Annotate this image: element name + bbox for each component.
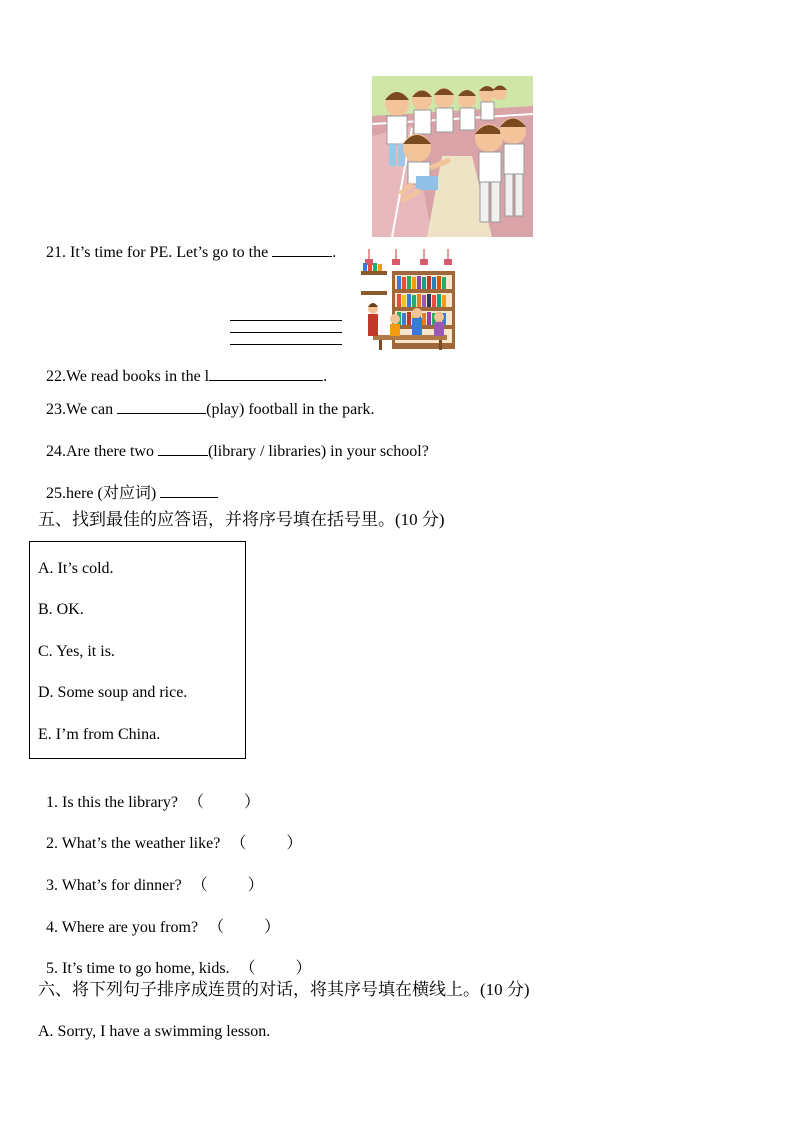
q22-writing-line-2[interactable] xyxy=(230,332,342,333)
match-question-text: 5. It’s time to go home, kids. xyxy=(46,960,230,977)
question-22-text: 22.We read books in the l xyxy=(46,368,210,385)
question-25-text: 25.here (对应词) xyxy=(46,485,161,502)
match-question-text: 1. Is this the library? xyxy=(46,794,178,811)
answer-paren[interactable]: （ ） xyxy=(191,877,264,894)
question-23-text: 23.We can xyxy=(46,401,118,418)
q22-writing-line-1[interactable] xyxy=(230,320,342,321)
question-23-rest: (play) football in the park. xyxy=(206,401,375,418)
library-illustration xyxy=(359,249,457,352)
question-24-rest: (library / libraries) in your school? xyxy=(207,443,429,460)
question-25-blank[interactable] xyxy=(160,482,218,498)
question-21-blank[interactable] xyxy=(272,241,332,257)
match-question-2 xyxy=(38,814,302,854)
answer-paren[interactable]: （ ） xyxy=(239,960,312,977)
answer-paren[interactable]: （ ） xyxy=(208,919,281,936)
dialogue-sentence-a: A. Sorry, I have a swimming lesson. xyxy=(38,1023,271,1040)
question-23-blank[interactable] xyxy=(117,398,206,414)
question-24-blank[interactable] xyxy=(158,440,208,456)
question-21-text: . It’s time for PE. Let’s go to the xyxy=(62,244,273,261)
question-21-number: 21 xyxy=(46,244,62,261)
match-question-text: 4. Where are you from? xyxy=(46,919,199,936)
playground-illustration xyxy=(372,76,533,237)
match-question-text: 2. What’s the weather like? xyxy=(46,835,221,852)
option-d: D. Some soup and rice. xyxy=(38,684,188,701)
question-21 xyxy=(38,221,336,263)
question-24-text: 24.Are there two xyxy=(46,443,158,460)
option-c: C. Yes, it is. xyxy=(38,643,115,660)
answer-paren[interactable]: （ ） xyxy=(187,794,260,811)
question-22-end: . xyxy=(323,368,328,385)
question-21-end: . xyxy=(332,244,337,261)
option-a: A. It’s cold. xyxy=(38,560,114,577)
question-23 xyxy=(38,378,375,420)
match-question-1 xyxy=(38,773,260,813)
match-question-3 xyxy=(38,856,264,896)
match-question-4 xyxy=(38,898,280,938)
section-6-heading: 六、将下列句子排序成连贯的对话，将其序号填在横线上。(10 分) xyxy=(38,980,530,999)
section-5-heading: 五、找到最佳的应答语，并将序号填在括号里。(10 分) xyxy=(38,510,445,529)
option-b: B. OK. xyxy=(38,601,84,618)
match-question-text: 3. What’s for dinner? xyxy=(46,877,182,894)
question-24 xyxy=(38,420,429,462)
match-question-5 xyxy=(38,939,312,979)
question-25 xyxy=(38,462,218,504)
option-e: E. I’m from China. xyxy=(38,726,161,743)
answer-paren[interactable]: （ ） xyxy=(230,835,303,852)
